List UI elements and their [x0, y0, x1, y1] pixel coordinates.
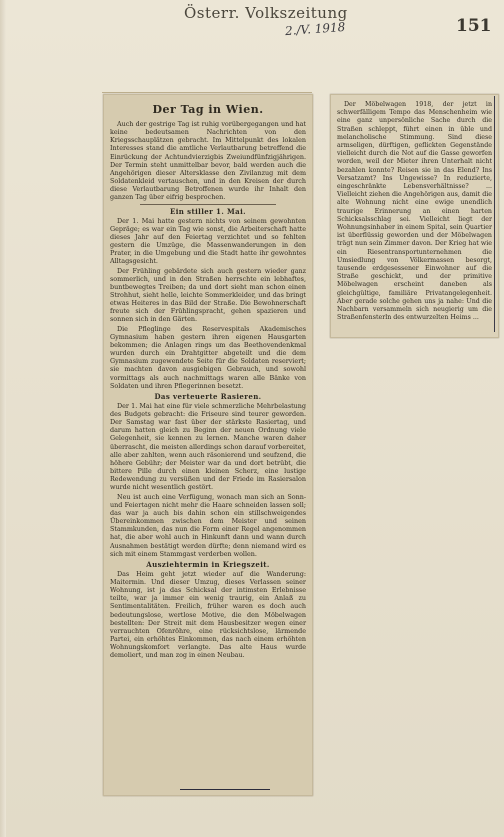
section-heading: Ein stiller 1. Mai.: [170, 206, 246, 216]
left-column-text: [110, 101, 306, 789]
clipping-left-column: [103, 94, 313, 796]
paragraph: Der 1. Mai hat eine für viele schmerzliche Mehrbelastung des Budgets gebracht: die Friseure sind teurer geworden. Der Samstag war fast über der stärkste Rasiertag, und darum hatten gleich zu Beginn der neuen Ordnung viele Gelegenheit, sie kennen zu lernen. Manche waren daher überrascht, die meisten allerdings schon darauf vorbereitet, alle aber zahlten, wenn auch räsonierend und seufzend, die höhere Gebühr; der Meister war da und dort betrübt, die bittere Pille durch einen kleinen Scherz, eine lustige Redewendung zu versüßen und der Friede im Rasiersalon wurde nicht wesentlich gestört.: [110, 401, 306, 492]
paragraph: Der Frühling gebärdete sich auch gestern wieder ganz sommerlich, und in den Straßen herrschte ein lebhaftes, buntbewegtes Treiben; da und dort sieht man schon einen Strohhut, sieht helle, leichte Sommerkleider, und das bringt etwas Heiteres in das Bild der Straße. Die Bewohnerschaft freute sich der Frühlingspracht, gehen spazieren und sonnen sich in den Gärten.: [110, 266, 306, 324]
section-heading: Das verteuerte Rasieren.: [154, 391, 262, 401]
paragraph: Der 1. Mai hatte gestern nichts von seinem gewohnten Gepräge; es war ein Tag wie sonst, die Arbeiterschaft hatte dieses Jahr auf den Feiertag verzichtet und so fehlten gestern die Umzüge, die Massenwanderungen in den Prater, in die Umgebung und die Stadt hatte ihr gewohntes Alltagsgesicht.: [110, 216, 306, 266]
margin-pencil-mark: [494, 96, 495, 332]
page-number: 151: [456, 16, 492, 36]
section-divider: [140, 204, 276, 205]
paragraph: Der Möbelwagen 1918, der jetzt in schwerfälligem Tempo das Menschenheim wie eine ganz unpersönliche Sache durch die Straßen schleppt, führt einen in üble und melancholische Stimmung. Sind diese armseligen, dürftigen, geflickten Gegenstände vielleicht durch die Not auf die Gasse geworfen worden, weil der Mieter ihren Unterhalt nicht bezahlen konnte? Reisen sie in das Elend? Ins Versatzamt? Ins Ungewisse? In reduzierte, eingeschränkte Lebensverhältnisse? ... Vielleicht ziehen die Angehörigen aus, damit die alte Wohnung nicht eine ewige unendlich traurige Erinnerung an einen harten Schicksalsschlag sei. Vielleicht liegt der Wohnungsinhaber in einem Spital, sein Quartier ist überflüssig geworden und der Möbelwagen trägt nun sein Zimmer davon. Der Krieg hat wie ein Riesentransportunternehmen die Umsiedlung von Völkermassen besorgt, tausende erdgesessener Einwohner auf die Straße geschickt, und der primitive Möbelwagen erscheint daneben als gleichgültige, familiäre Privatangelegenheit. Aber gerade solche gehen uns ja nahe: Und die Nachbarn versammeln sich neugierig um die Straßenfensterln des entwurzelten Heims ...: [337, 101, 492, 322]
right-column-text: [337, 101, 492, 331]
section-heading: Ausziehtermin in Kriegszeit.: [146, 559, 270, 569]
handwritten-date: 2./V. 1918: [284, 19, 346, 39]
paragraph: Die Pfleglinge des Reservespitals Akademisches Gymnasium haben gestern ihren eigenen Hausgarten bekommen; die Anlagen rings um das Beethovendenkmal wurden durch ein Drahtgitter abgeteilt und die dem Gymnasium zugewendete Seite für die Soldaten reserviert; sie machten davon ausgiebigen Gebrauch, und sowohl vormittags als auch nachmittags waren alle Bänke von Soldaten und ihren Pflegerinnen besetzt.: [110, 324, 306, 390]
newspaper-name: Österr. Volkszeitung: [184, 4, 348, 22]
page-edge: [0, 0, 6, 837]
article-title: Der Tag in Wien.: [152, 103, 264, 116]
article-intro: Auch der gestrige Tag ist ruhig vorübergegangen und hat keine bedeutsamen Nachrichten von den Kriegsschauplätzen gebracht. Im Mittelpunkt des lokalen Interesses stand die amtliche Verlautbarung betreffend die Einrückung der Achtundvierzigbis Zweiundfünfzigjährigen. Der Termin steht unmittelbar bevor, bald werden auch die Angehörigen dieser Altersklasse den Zivilanzug mit dem Soldatenkleid vertauschen, und in den Kreisen der durch diese Verlautbarung Betroffenen wurde ihr Inhalt den ganzen Tag über eifrig besprochen.: [110, 120, 306, 202]
clipping-right-column: [330, 94, 499, 338]
clipping-top-rule: [102, 92, 312, 93]
paragraph: Das Heim geht jetzt wieder auf die Wanderung: Maitermin. Und dieser Umzug, dieses Verlassen seiner Wohnung, ist ja das Schicksal der intimsten Erlebnisse teilte, war ja immer ein wenig traurig, ein Anlaß zu Sentimentalitäten. Freilich, früher waren es doch auch bedeutungslose, wertlose Motive, die den Möbelwagen bestellten: Der Streit mit dem Hausbesitzer wegen einer verrauchten Ofenröhre, eine rücksichtslose, lärmende Partei, ein erhöhtes Einkommen, das nach einem erhöhten Wohnungskomfort verlangte. Das alte Haus wurde demoliert, und man zog in einen Neubau.: [110, 569, 306, 660]
ink-underline: [180, 789, 270, 790]
paragraph: Neu ist auch eine Verfügung, wonach man sich an Sonn- und Feiertagen nicht mehr die Haare schneiden lassen soll; das war ja auch bis dahin schon ein stillschweigendes Übereinkommen zwischen dem Meister und seinen Stammkunden, das nun die Form einer Regel angenommen hat, die aber wohl auch in Hinkunft dann und wann durch Ausnahmen bestätigt werden dürfte; denn niemand wird es sich mit einem Stammgast verderben wollen.: [110, 492, 306, 558]
